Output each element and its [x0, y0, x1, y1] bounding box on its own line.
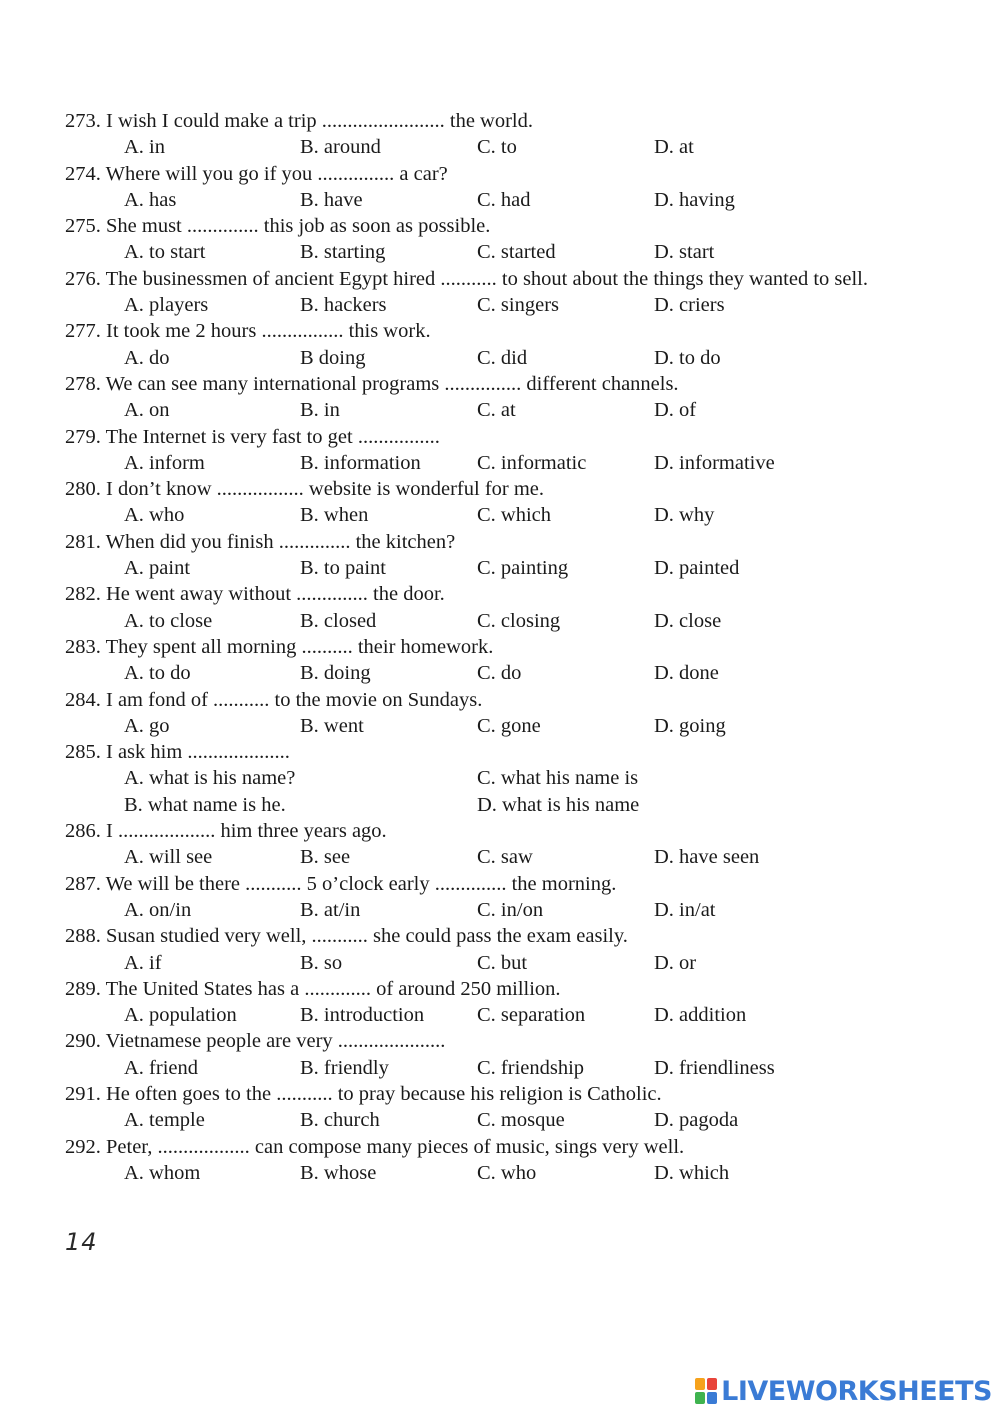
question-line	[65, 476, 935, 502]
answer-option[interactable]: A. whom	[124, 1161, 201, 1184]
question-stem: Susan studied very well, ........... she could pass the exam easily.	[106, 925, 628, 948]
answer-option[interactable]: A. to start	[124, 241, 206, 264]
answer-options	[65, 897, 935, 923]
question-item	[65, 371, 935, 424]
question-stem: I ask him ....................	[106, 741, 290, 764]
question-number: 276.	[65, 267, 101, 290]
answer-options	[65, 187, 935, 213]
answer-option[interactable]: D. or	[654, 951, 697, 974]
question-stem: They spent all morning .......... their homework.	[105, 635, 494, 658]
question-stem: The United States has a ............. of around 250 million.	[105, 977, 561, 1000]
question-number: 277.	[65, 320, 101, 343]
answer-option[interactable]: D. pagoda	[654, 1109, 739, 1132]
question-line	[65, 424, 935, 450]
answer-option[interactable]: C. at	[477, 399, 516, 422]
answer-options	[65, 134, 935, 160]
question-stem: We will be there ........... 5 o’clock early .............. the morning.	[105, 872, 617, 895]
question-number: 279.	[65, 425, 101, 448]
page-number: 14	[65, 1228, 98, 1256]
answer-options	[65, 397, 935, 423]
question-item	[65, 476, 935, 529]
answer-options	[65, 502, 935, 528]
answer-option[interactable]: D. in/at	[654, 898, 716, 921]
question-item	[65, 529, 935, 582]
question-item	[65, 923, 935, 976]
question-stem: We can see many international programs ............... different channels.	[105, 372, 679, 395]
answer-option[interactable]: C. did	[477, 346, 528, 369]
question-item	[65, 213, 935, 266]
brand-icon	[695, 1378, 717, 1404]
question-item	[65, 976, 935, 1029]
liveworksheets-logo[interactable]	[695, 1374, 992, 1408]
answer-option[interactable]: B. whose	[300, 1161, 377, 1184]
answer-option[interactable]: D. to do	[654, 346, 721, 369]
question-line	[65, 976, 935, 1002]
question-stem: It took me 2 hours ................ this work.	[106, 320, 431, 343]
answer-option[interactable]: D. of	[654, 399, 697, 422]
question-number: 286.	[65, 820, 101, 843]
brand-icon-square	[707, 1392, 717, 1404]
question-stem: I wish I could make a trip ........................ the world.	[106, 110, 534, 132]
answer-option[interactable]: A. do	[124, 346, 170, 369]
answer-options	[65, 792, 935, 818]
answer-option[interactable]: A. population	[124, 1004, 237, 1027]
answer-options	[65, 844, 935, 870]
answer-option[interactable]: B. around	[300, 136, 381, 159]
question-stem: She must .............. this job as soon as possible.	[106, 215, 491, 238]
answer-option[interactable]: B. friendly	[300, 1056, 389, 1079]
answer-option[interactable]: A. has	[124, 188, 177, 211]
answer-option[interactable]: D. which	[654, 1161, 730, 1184]
question-stem: When did you finish .............. the kitchen?	[105, 530, 456, 553]
answer-option[interactable]: A. go	[124, 714, 170, 737]
answer-option[interactable]: D. criers	[654, 294, 725, 317]
answer-option[interactable]: C. started	[477, 241, 556, 264]
answer-option[interactable]: C. closing	[477, 609, 561, 632]
answer-option[interactable]: D. close	[654, 609, 722, 632]
answer-option[interactable]: A. temple	[124, 1109, 205, 1132]
worksheet	[65, 108, 935, 1186]
answer-option[interactable]: A. paint	[124, 557, 191, 580]
question-number: 281.	[65, 530, 101, 553]
question-line	[65, 687, 935, 713]
answer-option[interactable]: D. going	[654, 714, 726, 737]
question-number: 280.	[65, 478, 101, 501]
question-number: 285.	[65, 741, 101, 764]
question-item	[65, 424, 935, 477]
answer-options	[65, 555, 935, 581]
question-item	[65, 318, 935, 371]
question-stem: Where will you go if you ............... a car?	[105, 162, 448, 185]
answer-options	[65, 765, 935, 791]
answer-option[interactable]: B. church	[300, 1109, 380, 1132]
answer-option[interactable]: C. painting	[477, 557, 569, 580]
brand-name: LIVEWORKSHEETS	[721, 1375, 992, 1407]
question-number: 287.	[65, 872, 101, 895]
answer-option[interactable]: B. at/in	[300, 898, 361, 921]
answer-options	[65, 345, 935, 371]
answer-option[interactable]: C. friendship	[477, 1056, 585, 1079]
answer-options	[65, 1002, 935, 1028]
answer-option[interactable]: B. doing	[300, 662, 371, 685]
question-line	[65, 818, 935, 844]
question-item	[65, 687, 935, 740]
answer-option[interactable]: D. start	[654, 241, 715, 264]
question-line	[65, 581, 935, 607]
question-number: 273.	[65, 110, 101, 132]
question-number: 290.	[65, 1030, 101, 1053]
answer-option[interactable]: A. inform	[124, 451, 205, 474]
question-item	[65, 1081, 935, 1134]
answer-option[interactable]: B. in	[300, 399, 340, 422]
brand-icon-square	[695, 1378, 705, 1390]
question-line	[65, 529, 935, 555]
question-number: 283.	[65, 635, 101, 658]
question-number: 284.	[65, 688, 101, 711]
answer-option[interactable]: C. who	[477, 1161, 537, 1184]
answer-option[interactable]: A. players	[124, 294, 209, 317]
answer-option[interactable]: C. had	[477, 188, 531, 211]
answer-option[interactable]: B. when	[300, 504, 369, 527]
question-number: 288.	[65, 925, 101, 948]
answer-option[interactable]: D. friendliness	[654, 1056, 775, 1079]
question-line	[65, 739, 935, 765]
answer-option[interactable]: D. having	[654, 188, 735, 211]
question-line	[65, 871, 935, 897]
answer-option[interactable]: C. separation	[477, 1004, 586, 1027]
question-item	[65, 161, 935, 214]
question-number: 291.	[65, 1082, 101, 1105]
question-number: 292.	[65, 1135, 101, 1158]
question-item	[65, 1134, 935, 1187]
question-stem: Peter, .................. can compose many pieces of music, sings very well.	[106, 1135, 685, 1158]
question-stem: I am fond of ........... to the movie on Sundays.	[106, 688, 483, 711]
answer-option[interactable]: A. who	[124, 504, 185, 527]
question-item	[65, 108, 935, 161]
question-line	[65, 1134, 935, 1160]
answer-option[interactable]: B. closed	[300, 609, 377, 632]
answer-option[interactable]: C. gone	[477, 714, 541, 737]
answer-option[interactable]: C. saw	[477, 846, 533, 869]
question-stem: Vietnamese people are very .....................	[105, 1030, 446, 1053]
answer-option[interactable]: D. at	[654, 136, 694, 159]
answer-options	[65, 1160, 935, 1186]
question-line	[65, 371, 935, 397]
answer-option[interactable]: B. see	[300, 846, 351, 869]
answer-option[interactable]: C. which	[477, 504, 552, 527]
question-line	[65, 213, 935, 239]
question-number: 278.	[65, 372, 101, 395]
answer-option[interactable]: A. to do	[124, 662, 191, 685]
question-stem: He went away without .............. the door.	[106, 583, 445, 606]
answer-options	[65, 950, 935, 976]
question-item	[65, 871, 935, 924]
answer-option[interactable]: B. what name is he.	[124, 793, 286, 816]
question-line	[65, 1028, 935, 1054]
question-line	[65, 318, 935, 344]
answer-option[interactable]: D. done	[654, 662, 719, 685]
answer-option[interactable]: D. addition	[654, 1004, 747, 1027]
question-number: 289.	[65, 977, 101, 1000]
answer-option[interactable]: C. to	[477, 136, 517, 159]
question-stem: The businessmen of ancient Egypt hired ........... to shout about the things they wanted to sell.	[105, 267, 868, 290]
question-stem: I ................... him three years ago.	[106, 820, 387, 843]
brand-icon-square	[707, 1378, 717, 1390]
answer-options	[65, 608, 935, 634]
question-line	[65, 1081, 935, 1107]
answer-option[interactable]: C. in/on	[477, 898, 544, 921]
question-item	[65, 1028, 935, 1081]
answer-option[interactable]: B doing	[300, 346, 366, 369]
question-line	[65, 108, 935, 134]
question-line	[65, 634, 935, 660]
question-line	[65, 161, 935, 187]
question-item	[65, 266, 935, 319]
answer-option[interactable]: D. informative	[654, 451, 775, 474]
answer-option[interactable]: B. have	[300, 188, 363, 211]
answer-option[interactable]: C. mosque	[477, 1109, 565, 1132]
answer-option[interactable]: B. information	[300, 451, 421, 474]
answer-option[interactable]: B. introduction	[300, 1004, 425, 1027]
question-number: 275.	[65, 215, 101, 238]
answer-option[interactable]: C. what his name is	[477, 767, 639, 790]
answer-option[interactable]: A. will see	[124, 846, 213, 869]
answer-option[interactable]: C. do	[477, 662, 522, 685]
answer-option[interactable]: A. on/in	[124, 898, 192, 921]
question-item	[65, 818, 935, 871]
answer-option[interactable]: B. so	[300, 951, 343, 974]
question-stem: He often goes to the ........... to pray because his religion is Catholic.	[106, 1082, 662, 1105]
question-item	[65, 739, 935, 818]
answer-option[interactable]: B. to paint	[300, 557, 386, 580]
answer-option[interactable]: A. if	[124, 951, 162, 974]
question-line	[65, 266, 935, 292]
answer-option[interactable]: D. why	[654, 504, 715, 527]
question-item	[65, 634, 935, 687]
answer-option[interactable]: B. went	[300, 714, 364, 737]
question-number: 282.	[65, 583, 101, 606]
answer-option[interactable]: A. what is his name?	[124, 767, 296, 790]
question-item	[65, 581, 935, 634]
answer-options	[65, 450, 935, 476]
answer-option[interactable]: A. in	[124, 136, 165, 159]
answer-options	[65, 239, 935, 265]
answer-option[interactable]: C. but	[477, 951, 528, 974]
question-number: 274.	[65, 162, 101, 185]
answer-option[interactable]: A. on	[124, 399, 170, 422]
answer-options	[65, 713, 935, 739]
question-line	[65, 923, 935, 949]
question-stem: I don’t know ................. website is wonderful for me.	[106, 478, 545, 501]
answer-option[interactable]: A. to close	[124, 609, 213, 632]
answer-option[interactable]: D. what is his name	[477, 793, 640, 816]
answer-options	[65, 1107, 935, 1133]
answer-options	[65, 1055, 935, 1081]
brand-icon-square	[695, 1392, 705, 1404]
question-stem: The Internet is very fast to get ................	[105, 425, 440, 448]
answer-options	[65, 292, 935, 318]
answer-option[interactable]: B. starting	[300, 241, 386, 264]
answer-option[interactable]: B. hackers	[300, 294, 387, 317]
answer-option[interactable]: A. friend	[124, 1056, 199, 1079]
answer-option[interactable]: C. informatic	[477, 451, 587, 474]
answer-option[interactable]: D. painted	[654, 557, 740, 580]
answer-option[interactable]: D. have seen	[654, 846, 760, 869]
answer-option[interactable]: C. singers	[477, 294, 559, 317]
answer-options	[65, 660, 935, 686]
